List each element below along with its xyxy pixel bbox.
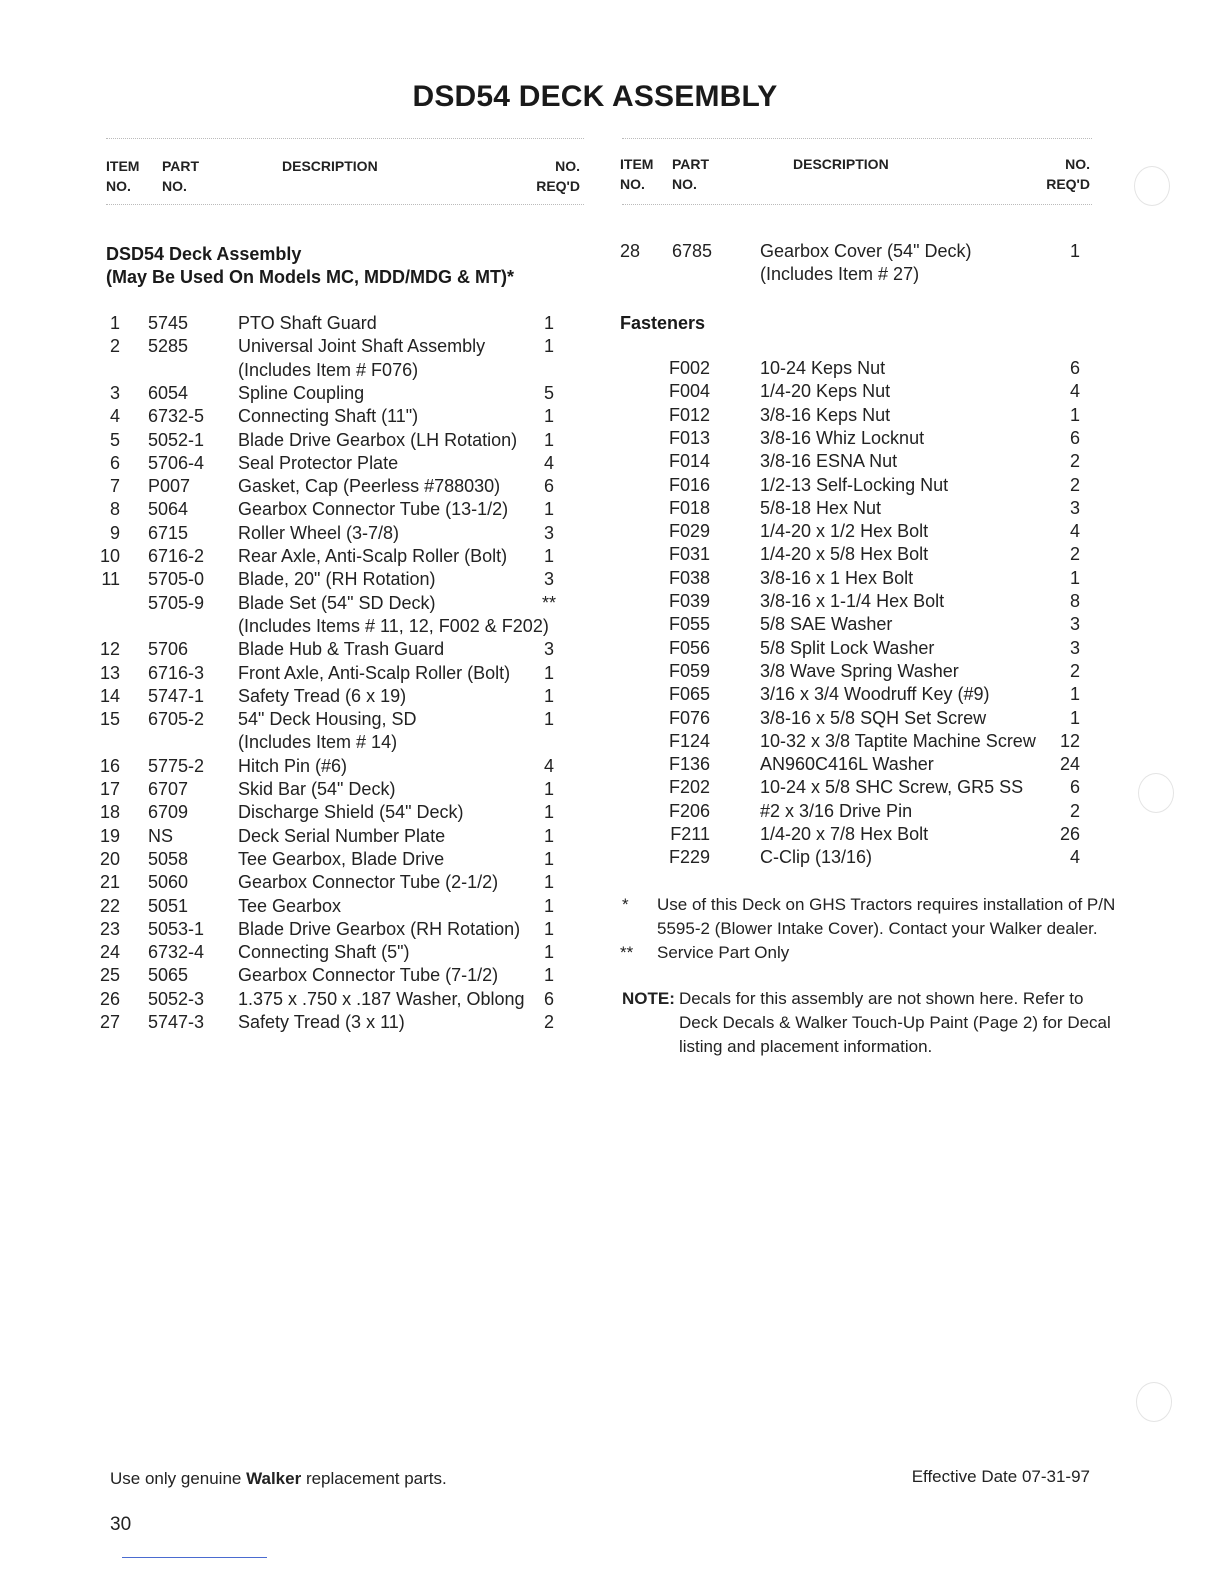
part-number: 5747-1 — [148, 686, 205, 706]
quantity-required: 4 — [1069, 521, 1080, 541]
part-description: Seal Protector Plate — [238, 453, 399, 473]
header-part-no — [672, 154, 709, 194]
quantity-required: 2 — [1069, 544, 1080, 564]
quantity-required: 4 — [1069, 381, 1080, 401]
quantity-required: 6 — [1069, 358, 1080, 378]
quantity-required: 3 — [1069, 614, 1080, 634]
parts-row — [98, 685, 568, 708]
item-number: 11 — [101, 569, 120, 589]
section-title-line: DSD54 Deck Assembly — [106, 244, 302, 264]
quantity-required: 1 — [543, 336, 554, 356]
parts-row — [98, 778, 568, 801]
parts-row — [98, 452, 568, 475]
footer-text: replacement parts. — [301, 1469, 447, 1488]
divider — [122, 1557, 267, 1558]
part-number: 6705-2 — [148, 709, 205, 729]
part-description: 1/2-13 Self-Locking Nut — [760, 475, 949, 495]
header-description: DESCRIPTION — [793, 156, 889, 172]
part-description: Blade Set (54" SD Deck) — [238, 593, 436, 613]
header-text: REQ'D — [536, 178, 580, 194]
part-description: Roller Wheel (3-7/8) — [238, 523, 400, 543]
part-number: F065 — [668, 684, 710, 704]
part-number: F031 — [668, 544, 710, 564]
divider — [622, 138, 1092, 139]
part-description: 5/8 Split Lock Washer — [760, 638, 935, 658]
parts-row — [98, 918, 568, 941]
part-description: Safety Tread (6 x 19) — [238, 686, 407, 706]
item-number: 10 — [99, 546, 120, 566]
part-number: 5051 — [148, 896, 189, 916]
quantity-required: 3 — [1069, 498, 1080, 518]
parts-row — [620, 567, 1090, 590]
footer-tagline — [110, 1468, 447, 1490]
part-description: Hitch Pin (#6) — [238, 756, 348, 776]
parts-row — [98, 988, 568, 1011]
item-number: 4 — [109, 406, 120, 426]
part-description: 3/8-16 x 1-1/4 Hex Bolt — [760, 591, 945, 611]
part-number: F029 — [668, 521, 710, 541]
parts-row — [98, 871, 568, 894]
part-number: 5706 — [148, 639, 189, 659]
item-number: 1 — [109, 313, 120, 333]
quantity-required: 26 — [1059, 824, 1080, 844]
quantity-required: 3 — [543, 523, 554, 543]
parts-row — [620, 543, 1090, 566]
part-description: Gasket, Cap (Peerless #788030) — [238, 476, 501, 496]
quantity-required: 1 — [543, 313, 554, 333]
part-description: Spline Coupling — [238, 383, 365, 403]
part-number: 5058 — [148, 849, 189, 869]
note-line: Decals for this assembly are not shown here. Refer to — [679, 989, 1084, 1008]
header-description: DESCRIPTION — [282, 158, 378, 174]
part-number: F013 — [668, 428, 710, 448]
parts-row — [620, 730, 1090, 753]
header-part-no — [162, 156, 199, 196]
part-number: 6715 — [148, 523, 189, 543]
footnote-line: Use of this Deck on GHS Tractors requires installation of P/N — [657, 895, 1116, 914]
note-line: Deck Decals & Walker Touch-Up Paint (Page 2) for Decal — [679, 1013, 1111, 1032]
quantity-required: 2 — [1069, 661, 1080, 681]
part-description: 3/8-16 Keps Nut — [760, 405, 891, 425]
parts-row — [620, 753, 1090, 776]
quantity-required: 1 — [543, 430, 554, 450]
quantity-required: 1 — [1069, 708, 1080, 728]
item-number: 25 — [99, 965, 120, 985]
quantity-required: 24 — [1059, 754, 1080, 774]
header-item-no — [620, 154, 653, 194]
part-description: 1/4-20 Keps Nut — [760, 381, 891, 401]
quantity-required: 1 — [543, 965, 554, 985]
part-description: Discharge Shield (54" Deck) — [238, 802, 464, 822]
parts-row — [98, 568, 568, 591]
part-description: 1/4-20 x 5/8 Hex Bolt — [760, 544, 929, 564]
parts-row — [98, 801, 568, 824]
header-text: PART — [672, 156, 710, 172]
item-number: 21 — [99, 872, 120, 892]
part-description: 3/8-16 Whiz Locknut — [760, 428, 925, 448]
part-description: (Includes Item # 14) — [238, 732, 398, 752]
part-description: 10-24 Keps Nut — [760, 358, 886, 378]
part-number: 5705-9 — [148, 593, 205, 613]
item-number: 16 — [99, 756, 120, 776]
part-description: (Includes Item # 27) — [760, 264, 920, 284]
quantity-required: 1 — [543, 896, 554, 916]
parts-row — [620, 707, 1090, 730]
parts-row — [620, 474, 1090, 497]
part-number: 5745 — [148, 313, 189, 333]
header-text: NO. — [106, 178, 131, 194]
part-number: 6732-5 — [148, 406, 205, 426]
part-number: F002 — [668, 358, 710, 378]
part-description: 10-24 x 5/8 SHC Screw, GR5 SS — [760, 777, 1024, 797]
parts-row — [98, 615, 568, 638]
part-description: Universal Joint Shaft Assembly — [238, 336, 486, 356]
part-number: 6709 — [148, 802, 189, 822]
quantity-required: 1 — [543, 663, 554, 683]
footnote-text: Service Part Only — [657, 943, 790, 962]
quantity-required: 1 — [1069, 568, 1080, 588]
parts-row — [620, 660, 1090, 683]
part-number: F016 — [668, 475, 710, 495]
item-number: 26 — [99, 989, 120, 1009]
part-description: 54" Deck Housing, SD — [238, 709, 417, 729]
part-number: 6054 — [148, 383, 189, 403]
item-number: 17 — [99, 779, 120, 799]
quantity-required: 4 — [1069, 847, 1080, 867]
part-description: Tee Gearbox — [238, 896, 342, 916]
quantity-required: 1 — [1069, 241, 1080, 261]
quantity-required: 4 — [543, 453, 554, 473]
page-title: DSD54 DECK ASSEMBLY — [412, 80, 778, 113]
quantity-required: 1 — [543, 919, 554, 939]
item-number: 13 — [99, 663, 120, 683]
parts-row — [98, 708, 568, 731]
parts-row — [98, 662, 568, 685]
quantity-required: 1 — [543, 942, 554, 962]
part-description: 1.375 x .750 x .187 Washer, Oblong — [238, 989, 525, 1009]
item-number: 2 — [109, 336, 120, 356]
quantity-required: 1 — [543, 802, 554, 822]
part-description: #2 x 3/16 Drive Pin — [760, 801, 913, 821]
footer-text: Use only genuine — [110, 1469, 247, 1488]
parts-row — [98, 475, 568, 498]
header-qty — [1030, 154, 1090, 194]
item-number: 20 — [99, 849, 120, 869]
part-number: 5705-0 — [148, 569, 205, 589]
part-number: F018 — [668, 498, 710, 518]
part-number: 5706-4 — [148, 453, 205, 473]
item-number: 8 — [109, 499, 120, 519]
quantity-required: 1 — [543, 779, 554, 799]
part-description: 1/4-20 x 1/2 Hex Bolt — [760, 521, 929, 541]
parts-row — [98, 405, 568, 428]
part-number: 6785 — [672, 241, 713, 261]
header-qty — [520, 156, 580, 196]
parts-row — [620, 823, 1090, 846]
parts-row — [620, 427, 1090, 450]
quantity-required: 1 — [543, 849, 554, 869]
part-description: 5/8-18 Hex Nut — [760, 498, 882, 518]
divider — [622, 204, 1092, 205]
part-number: 5052-3 — [148, 989, 205, 1009]
divider — [106, 138, 584, 139]
parts-row — [620, 683, 1090, 706]
parts-row — [98, 941, 568, 964]
parts-row — [98, 312, 568, 335]
binder-hole-mark — [1136, 1382, 1172, 1422]
quantity-required: 1 — [543, 826, 554, 846]
part-description: (Includes Items # 11, 12, F002 & F202) — [238, 616, 549, 636]
part-number: 6707 — [148, 779, 189, 799]
part-number: 6716-3 — [148, 663, 205, 683]
parts-row — [98, 964, 568, 987]
quantity-required: 1 — [543, 406, 554, 426]
parts-row — [620, 404, 1090, 427]
header-text: NO. — [162, 178, 187, 194]
quantity-required: 4 — [543, 756, 554, 776]
parts-row — [620, 846, 1090, 869]
item-number: 12 — [99, 639, 120, 659]
quantity-required: 2 — [543, 1012, 554, 1032]
item-number: 27 — [99, 1012, 120, 1032]
part-number: F059 — [668, 661, 710, 681]
item-number: 14 — [99, 686, 120, 706]
parts-row — [620, 357, 1090, 380]
header-text: REQ'D — [1046, 176, 1090, 192]
header-text: PART — [162, 158, 200, 174]
header-text: NO. — [555, 158, 580, 174]
part-description: 3/8 Wave Spring Washer — [760, 661, 959, 681]
note-text — [679, 987, 1111, 1059]
part-description: AN960C416L Washer — [760, 754, 934, 774]
parts-row — [620, 520, 1090, 543]
quantity-required: 8 — [1069, 591, 1080, 611]
part-number: F124 — [668, 731, 710, 751]
parts-row — [98, 848, 568, 871]
parts-row — [98, 638, 568, 661]
header-item-no — [106, 156, 139, 196]
header-text: ITEM — [620, 156, 654, 172]
parts-row — [98, 592, 568, 615]
quantity-required: 1 — [1069, 405, 1080, 425]
quantity-required: 6 — [1069, 777, 1080, 797]
part-description: Gearbox Connector Tube (13-1/2) — [238, 499, 509, 519]
part-number: 5053-1 — [148, 919, 205, 939]
part-number: P007 — [148, 476, 191, 496]
part-number: 6716-2 — [148, 546, 205, 566]
parts-row — [98, 382, 568, 405]
parts-row — [98, 825, 568, 848]
part-number: NS — [148, 826, 174, 846]
part-description: Skid Bar (54" Deck) — [238, 779, 396, 799]
parts-row — [620, 776, 1090, 799]
parts-row — [620, 240, 1090, 263]
part-number: F004 — [668, 381, 710, 401]
part-number: 5052-1 — [148, 430, 205, 450]
part-number: F055 — [668, 614, 710, 634]
item-number: 22 — [99, 896, 120, 916]
header-text: NO. — [672, 176, 697, 192]
item-number: 18 — [99, 802, 120, 822]
section-title-line: (May Be Used On Models MC, MDD/MDG & MT)* — [106, 267, 515, 287]
quantity-required: 6 — [543, 989, 554, 1009]
header-text: NO. — [1065, 156, 1090, 172]
part-description: Front Axle, Anti-Scalp Roller (Bolt) — [238, 663, 511, 683]
quantity-required: 2 — [1069, 475, 1080, 495]
parts-row — [620, 637, 1090, 660]
parts-row — [98, 545, 568, 568]
part-number: 5060 — [148, 872, 189, 892]
part-number: 5747-3 — [148, 1012, 205, 1032]
part-number: F038 — [668, 568, 710, 588]
quantity-required: 2 — [1069, 451, 1080, 471]
part-description: Tee Gearbox, Blade Drive — [238, 849, 445, 869]
quantity-required: 1 — [543, 499, 554, 519]
part-description: Safety Tread (3 x 11) — [238, 1012, 405, 1032]
quantity-required: 5 — [543, 383, 554, 403]
part-description: Rear Axle, Anti-Scalp Roller (Bolt) — [238, 546, 508, 566]
part-description: 5/8 SAE Washer — [760, 614, 893, 634]
parts-row — [620, 450, 1090, 473]
footnote-text — [657, 893, 1115, 941]
quantity-required: 6 — [1069, 428, 1080, 448]
part-description: Gearbox Connector Tube (2-1/2) — [238, 872, 499, 892]
parts-row — [98, 359, 568, 382]
footer-brand: Walker — [246, 1469, 302, 1488]
item-number: 5 — [109, 430, 120, 450]
footnote-mark: ** — [620, 943, 634, 962]
item-number: 23 — [99, 919, 120, 939]
part-description: Gearbox Connector Tube (7-1/2) — [238, 965, 499, 985]
quantity-required: ** — [541, 593, 556, 613]
part-number: F012 — [668, 405, 710, 425]
part-description: Connecting Shaft (5") — [238, 942, 410, 962]
part-number: F039 — [668, 591, 710, 611]
part-number: F014 — [668, 451, 710, 471]
quantity-required: 1 — [1069, 684, 1080, 704]
part-number: F202 — [668, 777, 710, 797]
footnote-line: 5595-2 (Blower Intake Cover). Contact your Walker dealer. — [657, 919, 1098, 938]
part-number: F229 — [668, 847, 710, 867]
quantity-required: 1 — [543, 872, 554, 892]
item-number: 28 — [620, 241, 641, 261]
part-description: 3/16 x 3/4 Woodruff Key (#9) — [760, 684, 990, 704]
part-description: Blade Hub & Trash Guard — [238, 639, 445, 659]
part-number: 5285 — [148, 336, 189, 356]
part-description: Gearbox Cover (54" Deck) — [760, 241, 972, 261]
parts-row — [620, 263, 1090, 286]
fasteners-title: Fasteners — [620, 313, 706, 333]
quantity-required: 3 — [1069, 638, 1080, 658]
part-number: 5064 — [148, 499, 189, 519]
part-description: 10-32 x 3/8 Taptite Machine Screw — [760, 731, 1036, 751]
quantity-required: 1 — [543, 686, 554, 706]
item-number: 7 — [109, 476, 120, 496]
part-description: Blade, 20" (RH Rotation) — [238, 569, 436, 589]
quantity-required: 3 — [543, 639, 554, 659]
header-text: NO. — [620, 176, 645, 192]
parts-row — [620, 590, 1090, 613]
parts-row — [98, 1011, 568, 1034]
part-description: 3/8-16 x 5/8 SQH Set Screw — [760, 708, 987, 728]
page-number: 30 — [110, 1514, 132, 1535]
parts-row — [620, 497, 1090, 520]
part-description: Deck Serial Number Plate — [238, 826, 446, 846]
quantity-required: 1 — [543, 709, 554, 729]
part-number: F206 — [668, 801, 710, 821]
item-number: 19 — [99, 826, 120, 846]
effective-date: Effective Date 07-31-97 — [911, 1467, 1090, 1486]
item-number: 15 — [99, 709, 120, 729]
part-description: Connecting Shaft (11") — [238, 406, 419, 426]
part-description: PTO Shaft Guard — [238, 313, 377, 333]
note-label: NOTE: — [622, 989, 675, 1008]
divider — [106, 204, 584, 205]
part-description: Blade Drive Gearbox (RH Rotation) — [238, 919, 521, 939]
parts-row — [98, 335, 568, 358]
item-number: 6 — [109, 453, 120, 473]
parts-row — [98, 498, 568, 521]
part-number: 6732-4 — [148, 942, 205, 962]
part-number: F076 — [668, 708, 710, 728]
footnote-mark: * — [622, 895, 629, 914]
parts-row — [98, 731, 568, 754]
part-number: 5065 — [148, 965, 189, 985]
item-number: 9 — [109, 523, 120, 543]
part-number: F056 — [668, 638, 710, 658]
part-number: F211 — [670, 824, 710, 844]
part-number: 5775-2 — [148, 756, 205, 776]
item-number: 3 — [109, 383, 120, 403]
section-title — [106, 243, 514, 289]
parts-row — [98, 755, 568, 778]
quantity-required: 12 — [1059, 731, 1080, 751]
quantity-required: 6 — [543, 476, 554, 496]
quantity-required: 1 — [543, 546, 554, 566]
part-number: F136 — [668, 754, 710, 774]
parts-row — [98, 895, 568, 918]
part-description: Blade Drive Gearbox (LH Rotation) — [238, 430, 518, 450]
part-description: 3/8-16 x 1 Hex Bolt — [760, 568, 914, 588]
quantity-required: 2 — [1069, 801, 1080, 821]
header-text: ITEM — [106, 158, 140, 174]
quantity-required: 3 — [543, 569, 554, 589]
note-line: listing and placement information. — [679, 1037, 933, 1056]
parts-row — [620, 380, 1090, 403]
parts-row — [98, 522, 568, 545]
parts-row — [620, 800, 1090, 823]
part-description: 1/4-20 x 7/8 Hex Bolt — [760, 824, 929, 844]
parts-row — [620, 613, 1090, 636]
binder-hole-mark — [1134, 166, 1170, 206]
parts-row — [98, 429, 568, 452]
part-description: C-Clip (13/16) — [760, 847, 873, 867]
part-description: 3/8-16 ESNA Nut — [760, 451, 898, 471]
part-description: (Includes Item # F076) — [238, 360, 419, 380]
item-number: 24 — [99, 942, 120, 962]
binder-hole-mark — [1138, 773, 1174, 813]
